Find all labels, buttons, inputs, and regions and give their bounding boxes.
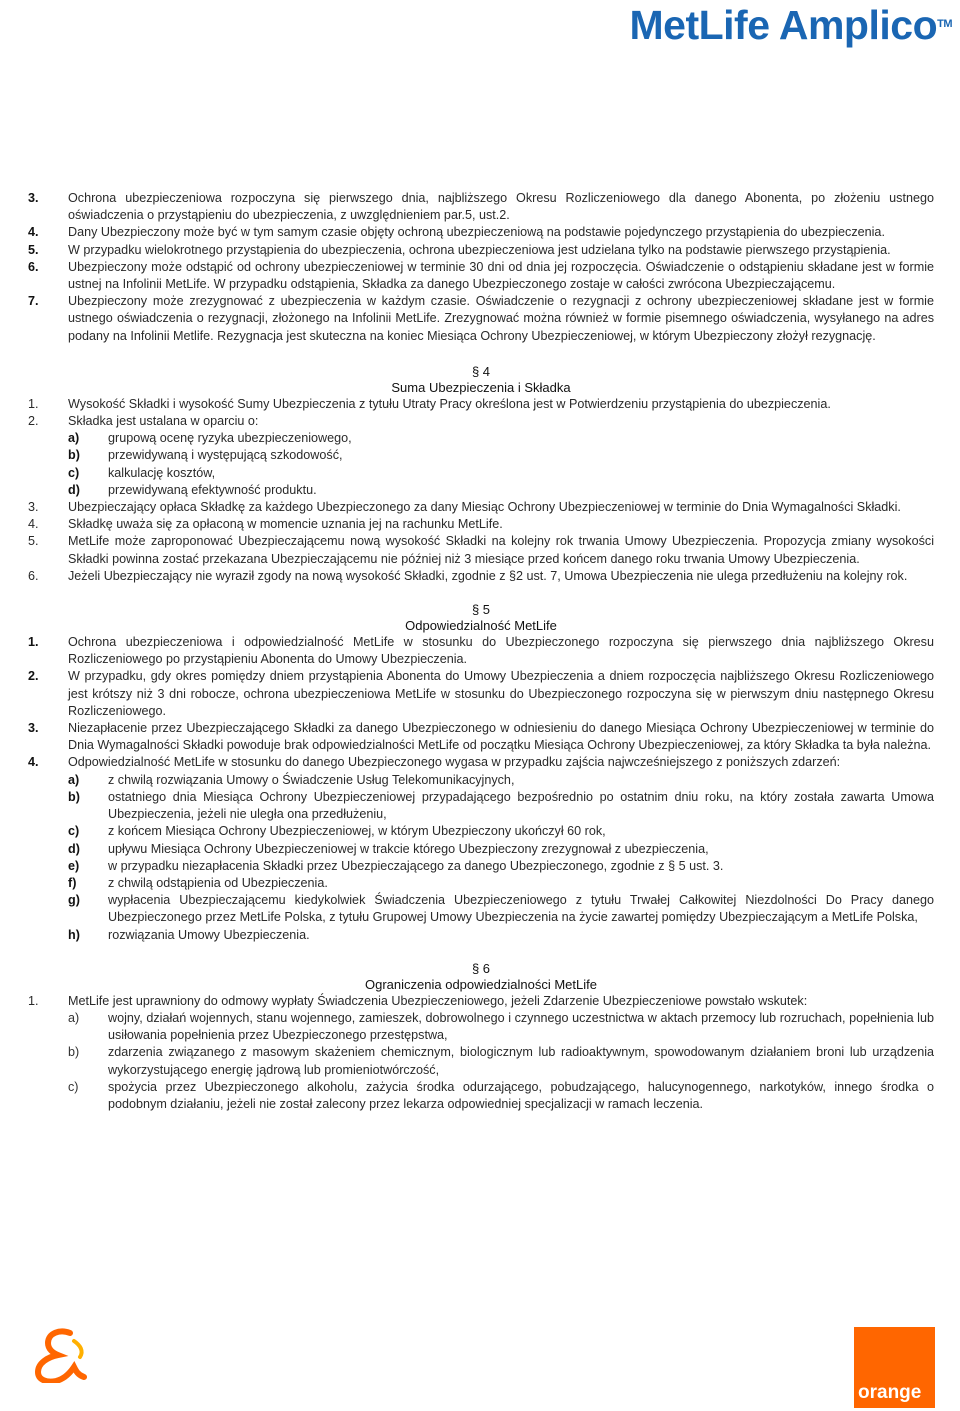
sub-item-text: wojny, działań wojennych, stanu wojennego, zamieszek, dobrowolnego i czynnego uczestnictwa w aktach przemocy lub rozruchach, popełnienia lub usiłowania popełnienia przez Ubezpieczonego przestępstwa, xyxy=(108,1010,934,1043)
item-number: 1. xyxy=(28,993,39,1008)
sub-item-letter: a) xyxy=(68,772,80,787)
sub-item-letter: c) xyxy=(68,824,80,839)
sub-item-letter: d) xyxy=(68,482,80,497)
list-item xyxy=(28,242,934,259)
metlife-amplico-logo: MetLife Amplico™ xyxy=(629,2,952,48)
list-item xyxy=(28,396,934,413)
item-number: 4. xyxy=(28,517,39,532)
sub-list-item xyxy=(68,1010,934,1044)
item-text: W przypadku wielokrotnego przystąpienia do ubezpieczenia, ochrona ubezpieczeniowa jest udzielana tylko na podstawie pierwszego przystąpienia. xyxy=(68,242,891,257)
sub-list-item xyxy=(68,482,934,499)
item-number: 6. xyxy=(28,259,39,274)
item-text: Ochrona ubezpieczeniowa i odpowiedzialność MetLife w stosunku do Ubezpieczonego rozpoczyna się pierwszego dnia najbliższego Okresu Rozliczeniowego po przystąpieniu Abonenta do Umowy Ubezpieczenia. xyxy=(68,635,934,667)
item-number: 5. xyxy=(28,242,39,257)
sub-list-item xyxy=(68,927,934,944)
sub-list-item xyxy=(68,430,934,447)
item-number: 7. xyxy=(28,294,39,309)
section-6-number: § 6 xyxy=(471,960,491,976)
item-number: 6. xyxy=(28,568,39,583)
sub-list-item xyxy=(68,875,934,892)
list-item xyxy=(28,754,934,771)
sub-list-item xyxy=(68,1044,934,1078)
item-text: Ubezpieczony może zrezygnować z ubezpieczenia w każdym czasie. Oświadczenie o rezygnacji z ochrony ubezpieczeniowej składane jest w formie ustnego oświadczenia o rezygnacji, złożonego na Infolinii MetLife. Zrezygnować można również w formie pisemnego oświadczenia, wysyłanego na adres podany na Infolinii Metlife. Rezygnacja jest skuteczna na koniec Miesiąca Ochrony Ubezpieczeniowej, w którym Ubezpieczony złożył rezygnację. xyxy=(68,294,934,343)
section-4-list xyxy=(28,396,934,585)
sub-item-text: z chwilą odstąpienia od Ubezpieczenia. xyxy=(108,875,328,890)
item-text: Ochrona ubezpieczeniowa rozpoczyna się pierwszego dnia, najbliższego Okresu Rozliczeniowego dla danego Abonenta, po złożeniu ustnego oświadczenia o przystąpieniu do ubezpieczenia, z uwzględnieniem par.5, ust.2. xyxy=(68,191,934,223)
item-text: Dany Ubezpieczony może być w tym samym czasie objęty ochroną ubezpieczeniową na podstawie pojedynczego przystąpienia do ubezpieczenia. xyxy=(68,225,885,240)
list-item xyxy=(28,720,934,754)
sub-item-text: grupową ocenę ryzyka ubezpieczeniowego, xyxy=(108,431,352,446)
list-item xyxy=(28,259,934,293)
item-number: 2. xyxy=(28,414,39,429)
sub-item-letter: g) xyxy=(68,893,80,908)
sub-item-letter: f) xyxy=(68,875,77,890)
item-text: Składka jest ustalana w oparciu o: xyxy=(68,414,259,429)
sub-item-text: wypłacenia Ubezpieczającemu kiedykolwiek Świadczenia Ubezpieczeniowego z tytułu Trwałej Całkowitej Niezdolności Do Pracy danego Ubezpieczonego przez MetLife Polska, z tytułu Grupowej Umowy Ubezpieczenia na życie zawartej pomiędzy Ubezpieczającym a MetLife Polska, xyxy=(108,893,934,925)
item-number: 2. xyxy=(28,669,39,684)
sub-item-text: ostatniego dnia Miesiąca Ochrony Ubezpieczeniowej przypadającego bezpośrednio po ostatnim dniu roku, na który została zawarta Umowa Ubezpieczenia, jeżeli nie uległa ona przedłużeniu, xyxy=(108,789,934,822)
sub-item-text: w przypadku niezapłacenia Składki przez Ubezpieczającego za danego Ubezpieczonego, zgodnie z § 5 ust. 3. xyxy=(108,858,724,873)
item-number: 3. xyxy=(28,500,39,515)
sub-item-text: przewidywaną efektywność produktu. xyxy=(108,482,317,497)
sub-list-item xyxy=(68,465,934,482)
sub-list-item xyxy=(68,858,934,875)
sub-list-item xyxy=(68,1079,934,1113)
sub-item-text: rozwiązania Umowy Ubezpieczenia. xyxy=(108,927,310,942)
list-item xyxy=(28,190,934,224)
list-item xyxy=(28,293,934,345)
sub-item-text: spożycia przez Ubezpieczonego alkoholu, zażycia środka odurzającego, pobudzającego, halucynogennego, narkotyków, innego środka o podobnym działaniu, jeżeli nie został zalecony przez lekarza odpowiedniej specjalizacji w ramach leczenia. xyxy=(108,1079,934,1111)
sub-list-item xyxy=(68,772,934,789)
sub-list-item xyxy=(68,789,934,823)
list-item xyxy=(28,993,934,1010)
section-4-number: § 4 xyxy=(471,363,491,379)
item-number: 3. xyxy=(28,191,39,205)
sub-item-text: upływu Miesiąca Ochrony Ubezpieczeniowej w trakcie którego Ubezpieczony zrezygnował z ubezpieczenia, xyxy=(108,841,709,856)
list-item xyxy=(28,413,934,430)
item-text: Niezapłacenie przez Ubezpieczającego Składki za danego Ubezpieczonego w odniesieniu do danego Miesiąca Ochrony Ubezpieczeniowej w terminie do Dnia Wymagalności Składki powoduje brak odpowiedzialności MetLife od początku Miesiąca Ochrony Ubezpieczeniowej, za który Składka ta była należna. xyxy=(68,721,934,753)
sub-item-letter: e) xyxy=(68,858,80,873)
list-item xyxy=(28,533,934,567)
item-text: MetLife jest uprawniony do odmowy wypłaty Świadczenia Ubezpieczeniowego, jeżeli Zdarzenie Ubezpieczeniowe powstało wskutek: xyxy=(68,993,808,1008)
list-item xyxy=(28,516,934,533)
item-number: 5. xyxy=(28,534,39,549)
item-number: 4. xyxy=(28,755,39,770)
item-text: Ubezpieczający opłaca Składkę za każdego Ubezpieczonego za dany Miesiąc Ochrony Ubezpieczeniowej w terminie do Dnia Wymagalności Składki. xyxy=(68,500,901,515)
list-item xyxy=(28,668,934,720)
item-number: 1. xyxy=(28,635,39,650)
sub-item-text: z końcem Miesiąca Ochrony Ubezpieczeniowej, w którym Ubezpieczony ukończył 60 rok, xyxy=(108,824,606,839)
item-text: W przypadku, gdy okres pomiędzy dniem przystąpienia Abonenta do Umowy Ubezpieczenia a dniem rozpoczęcia najbliższego Okresu Rozliczeniowego jest krótszy niż 3 dni robocze, ochrona ubezpieczeniowa MetLife w stosunku do Ubezpieczonego rozpoczyna się w pierwszym dniu następnego Okresu Rozliczeniowego. xyxy=(68,669,934,718)
item-text: Jeżeli Ubezpieczający nie wyraził zgody na nową wysokość Składki, zgodnie z §2 ust. 7, Umowa Ubezpieczenia nie ulega przedłużeniu na kolejny rok. xyxy=(68,568,908,583)
list-item xyxy=(28,224,934,241)
item-text: Odpowiedzialność MetLife w stosunku do danego Ubezpieczonego wygasa w przypadku zajścia najwcześniejszego z poniższych zdarzeń: xyxy=(68,755,841,770)
sub-list-item xyxy=(68,823,934,840)
section-3-continuation xyxy=(28,190,934,345)
section-5-list xyxy=(28,634,934,944)
sub-list-item xyxy=(68,841,934,858)
sub-item-letter: c) xyxy=(68,1079,79,1094)
item-text: Składkę uważa się za opłaconą w momencie uznania jej na rachunku MetLife. xyxy=(68,517,503,532)
item-number: 4. xyxy=(28,225,39,240)
sub-list-item xyxy=(68,892,934,926)
section-6-title: Ograniczenia odpowiedzialności MetLife xyxy=(365,976,597,992)
document-body xyxy=(28,190,934,1113)
ampersand-logo-icon xyxy=(30,1327,90,1383)
item-number: 1. xyxy=(28,396,39,411)
sub-item-letter: b) xyxy=(68,1045,80,1060)
sub-item-text: przewidywaną i występującą szkodowość, xyxy=(108,448,343,463)
sub-item-letter: a) xyxy=(68,1010,80,1025)
list-item xyxy=(28,568,934,585)
section-4-title: Suma Ubezpieczenia i Składka xyxy=(391,379,571,395)
sub-item-letter: b) xyxy=(68,789,80,804)
list-item xyxy=(28,634,934,668)
sub-item-text: z chwilą rozwiązania Umowy o Świadczenie Usług Telekomunikacyjnych, xyxy=(108,772,515,787)
section-5-title: Odpowiedzialność MetLife xyxy=(405,618,557,634)
sub-item-text: zdarzenia związanego z masowym skażeniem chemicznym, biologicznym lub radioaktywnym, spowodowanym działaniem broni lub urządzenia wykorzystującego energię jądrową lub promieniotwórczość, xyxy=(108,1045,934,1077)
list-item xyxy=(28,499,934,516)
sub-item-letter: c) xyxy=(68,465,80,480)
section-5-number: § 5 xyxy=(471,602,491,618)
orange-logo: orange xyxy=(854,1327,935,1408)
item-text: Wysokość Składki i wysokość Sumy Ubezpieczenia z tytułu Utraty Pracy określona jest w Potwierdzeniu przystąpienia do ubezpieczenia. xyxy=(68,396,831,411)
item-text: Ubezpieczony może odstąpić od ochrony ubezpieczeniowej w terminie 30 dni od dnia jej rozpoczęcia. Oświadczenie o odstąpieniu składane jest w formie ustnej na Infolinii MetLife. W przypadku odstąpienia, Składka za danego Ubezpieczonego zostaje w całości zwrócona Ubezpieczającemu. xyxy=(68,259,934,292)
sub-item-letter: a) xyxy=(68,431,80,446)
sub-item-letter: d) xyxy=(68,841,80,856)
sub-item-letter: b) xyxy=(68,448,80,463)
section-6-list xyxy=(28,993,934,1113)
sub-item-text: kalkulację kosztów, xyxy=(108,465,216,480)
sub-item-letter: h) xyxy=(68,927,80,942)
item-number: 3. xyxy=(28,721,39,736)
item-text: MetLife może zaproponować Ubezpieczającemu nową wysokość Składki na kolejny rok trwania Umowy Ubezpieczenia. Propozycja zmiany wysokości Składki powinna zostać przekazana Ubezpieczającemu nie później niż 3 miesiące przed końcem danego roku trwania Umowy Ubezpieczenia. xyxy=(68,534,934,566)
sub-list-item xyxy=(68,447,934,464)
